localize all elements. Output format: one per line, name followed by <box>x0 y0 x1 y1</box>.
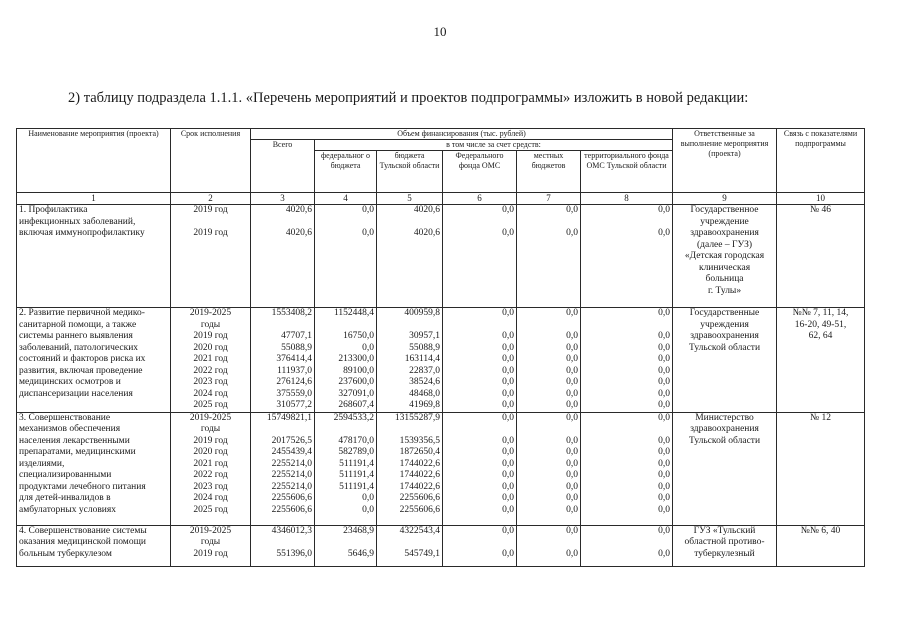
link-cell <box>777 308 865 413</box>
term-cell-line: 2025 год <box>193 400 228 410</box>
total-cell-line: 2017526,5 <box>271 435 312 446</box>
measure-name-line: продуктами лечебного питания <box>19 481 146 492</box>
federal-cell <box>315 412 377 525</box>
responsible-cell <box>673 308 777 413</box>
total-cell-line: 4346012,3 <box>271 525 312 536</box>
total-cell-line: 2255606,6 <box>271 504 312 515</box>
total-cell-line: 4020,6 <box>285 205 312 215</box>
total-cell <box>251 308 315 413</box>
measure-name-cell <box>17 308 171 413</box>
total-cell-line: 15749821,1 <box>266 412 312 423</box>
measure-name-cell <box>17 412 171 525</box>
federal-cell-line: 0,0 <box>362 228 374 238</box>
local-cell-line <box>519 320 578 332</box>
total-cell-line: 551396,0 <box>276 548 312 559</box>
local-cell <box>517 308 581 413</box>
terr-oms-cell-line: 0,0 <box>658 228 671 238</box>
total-cell-line: 2255214,0 <box>271 481 312 492</box>
local-cell-line: 0,0 <box>566 342 578 353</box>
fed-oms-cell-line <box>445 217 514 229</box>
fed-oms-cell-line: 0,0 <box>502 493 514 503</box>
responsible-cell-line: Тульской области <box>688 342 761 353</box>
total-cell-line <box>253 424 312 436</box>
local-cell-line: 0,0 <box>566 308 578 318</box>
responsible-cell <box>673 412 777 525</box>
federal-cell <box>315 205 377 308</box>
regional-cell <box>377 205 443 308</box>
local-cell-line <box>519 537 578 549</box>
federal-cell-line: 582789,0 <box>338 447 374 457</box>
regional-cell-line: 1744022,6 <box>399 470 440 480</box>
measure-name-line: 1. Профилактика <box>19 205 88 215</box>
terr-oms-cell-line: 0,0 <box>658 308 671 318</box>
total-cell-line: 375559,0 <box>276 388 312 399</box>
measure-name-line: санитарной помощи, а также <box>19 319 137 330</box>
federal-cell-line: 511191,4 <box>339 481 374 492</box>
fed-oms-cell-line: 0,0 <box>502 388 514 399</box>
term-cell-line: 2025 год <box>193 504 228 515</box>
header-including: в том числе за счет средств: <box>315 140 673 151</box>
total-cell-line: 1553408,2 <box>271 308 312 318</box>
regional-cell-line: 41969,8 <box>409 400 440 410</box>
term-cell-line: 2019-2025 <box>189 525 232 536</box>
regional-cell-line: 400959,8 <box>404 308 440 318</box>
local-cell-line: 0,0 <box>566 205 578 215</box>
regional-cell-line <box>379 320 440 332</box>
column-number: 8 <box>581 193 673 205</box>
link-cell-line: № 46 <box>810 205 831 215</box>
header-total: Всего <box>251 140 315 193</box>
local-cell-line: 0,0 <box>566 548 578 559</box>
regional-cell-line: 2255606,6 <box>399 493 440 503</box>
total-cell-line: 376414,4 <box>276 354 312 364</box>
terr-oms-cell <box>581 412 673 525</box>
local-cell-line: 0,0 <box>566 412 578 423</box>
fed-oms-cell-line: 0,0 <box>502 205 514 215</box>
regional-cell-line: 1744022,6 <box>399 458 440 469</box>
fed-oms-cell-line: 0,0 <box>502 525 514 536</box>
term-cell-line: 2019-2025 <box>189 412 232 423</box>
local-cell-line: 0,0 <box>566 470 578 480</box>
responsible-cell-line: областной противо- <box>684 537 765 547</box>
local-cell-line: 0,0 <box>566 388 578 399</box>
total-cell-line <box>253 537 312 549</box>
federal-cell-line: 478170,0 <box>338 435 374 446</box>
term-cell-line: 2021 год <box>193 458 228 469</box>
total-cell-line: 4020,6 <box>285 228 312 238</box>
federal-cell-line: 237600,0 <box>338 377 374 387</box>
local-cell-line: 0,0 <box>566 377 578 387</box>
regional-cell-line <box>379 217 440 229</box>
local-cell-line: 0,0 <box>566 525 578 536</box>
terr-oms-cell-line <box>583 537 670 549</box>
fed-oms-cell-line: 0,0 <box>502 365 514 376</box>
regional-cell <box>377 308 443 413</box>
term-cell-line: 2020 год <box>193 447 228 457</box>
regional-cell-line: 4020,6 <box>413 205 440 215</box>
responsible-cell <box>673 525 777 566</box>
header-regional: бюджета Тульской области <box>377 151 443 193</box>
regional-cell-line: 4020,6 <box>413 228 440 238</box>
responsible-cell <box>673 205 777 308</box>
column-number: 1 <box>17 193 171 205</box>
terr-oms-cell-line: 0,0 <box>658 412 671 423</box>
federal-cell-line: 0,0 <box>362 493 374 503</box>
measure-name-cell <box>17 205 171 308</box>
measure-name-line: 4. Совершенствование системы <box>19 525 147 536</box>
header-fed-oms: Федерального фонда ОМС <box>443 151 517 193</box>
regional-cell-line: 545749,1 <box>404 548 440 559</box>
local-cell-line: 0,0 <box>566 458 578 469</box>
fed-oms-cell-line: 0,0 <box>502 435 514 446</box>
federal-cell <box>315 308 377 413</box>
term-cell-line: 2020 год <box>193 342 228 353</box>
federal-cell-line: 0,0 <box>362 342 374 353</box>
responsible-cell-line: учреждения <box>700 319 749 330</box>
responsible-cell-line: (далее – ГУЗ) <box>697 239 753 250</box>
column-number: 5 <box>377 193 443 205</box>
federal-cell-line <box>317 537 374 549</box>
term-cell-line: 2019 год <box>193 435 228 446</box>
measure-name-line: больным туберкулезом <box>19 548 112 559</box>
terr-oms-cell-line: 0,0 <box>658 365 671 376</box>
terr-oms-cell-line <box>583 217 670 229</box>
federal-cell-line: 511191,4 <box>339 470 374 480</box>
total-cell <box>251 412 315 525</box>
federal-cell-line <box>317 424 374 436</box>
header-link: Связь с показателями подпрограммы <box>777 129 865 193</box>
fed-oms-cell-line: 0,0 <box>502 342 514 353</box>
measure-name-line: 2. Развитие первичной медико- <box>19 308 145 318</box>
federal-cell-line: 327091,0 <box>338 388 374 399</box>
federal-cell-line: 1152448,4 <box>333 308 374 318</box>
term-cell-line: 2024 год <box>193 493 228 503</box>
regional-cell-line: 1744022,6 <box>399 481 440 492</box>
terr-oms-cell-line <box>583 320 670 332</box>
terr-oms-cell-line: 0,0 <box>658 525 671 536</box>
table-row <box>17 525 865 566</box>
total-cell-line: 276124,6 <box>276 377 312 387</box>
terr-oms-cell-line: 0,0 <box>658 377 671 387</box>
responsible-cell-line: Министерство <box>695 412 754 423</box>
local-cell <box>517 412 581 525</box>
local-cell-line <box>519 424 578 436</box>
regional-cell-line: 163114,4 <box>404 354 440 364</box>
fed-oms-cell-line: 0,0 <box>502 228 514 238</box>
responsible-cell-line: здравоохранения <box>690 331 759 341</box>
responsible-cell-line: Государственные <box>689 308 760 318</box>
term-cell-line: 2019 год <box>193 228 228 238</box>
fed-oms-cell-line <box>445 320 514 332</box>
local-cell-line: 0,0 <box>566 481 578 492</box>
total-cell-line: 2255214,0 <box>271 458 312 469</box>
term-cell-line: 2022 год <box>193 365 228 376</box>
fed-oms-cell-line: 0,0 <box>502 400 514 410</box>
local-cell-line <box>519 217 578 229</box>
measure-name-line: инфекционных заболеваний, <box>19 216 136 227</box>
federal-cell-line: 16750,0 <box>343 331 374 341</box>
fed-oms-cell-line: 0,0 <box>502 308 514 318</box>
regional-cell-line: 48468,0 <box>409 388 440 399</box>
federal-cell-line: 511191,4 <box>339 458 374 469</box>
table-row <box>17 412 865 525</box>
measure-name-line: состояний и факторов риска их <box>19 354 146 364</box>
local-cell-line: 0,0 <box>566 331 578 341</box>
fed-oms-cell <box>443 525 517 566</box>
measure-name-line: оказания медицинской помощи <box>19 537 146 547</box>
terr-oms-cell-line: 0,0 <box>658 435 671 446</box>
term-cell-line: годы <box>200 537 221 547</box>
responsible-cell-line: больница <box>705 274 744 284</box>
measure-name-line: механизмов обеспечения <box>19 424 121 434</box>
measure-name-line: специализированными <box>19 470 112 480</box>
column-number: 7 <box>517 193 581 205</box>
total-cell <box>251 525 315 566</box>
responsible-cell-line: Тульской области <box>688 435 761 446</box>
total-cell <box>251 205 315 308</box>
term-cell <box>171 525 251 566</box>
terr-oms-cell-line: 0,0 <box>658 331 671 341</box>
header-name: Наименование мероприятия (проекта) <box>17 129 171 193</box>
total-cell-line <box>253 217 312 229</box>
term-cell-line: 2019 год <box>193 548 228 559</box>
total-cell-line <box>253 320 312 332</box>
section-heading: 2) таблицу подраздела 1.1.1. «Перечень мероприятий и проектов подпрограммы» изложить в новой редакции: <box>68 90 749 106</box>
fed-oms-cell-line: 0,0 <box>502 412 514 423</box>
terr-oms-cell-line: 0,0 <box>658 447 671 457</box>
terr-oms-cell-line: 0,0 <box>658 342 671 353</box>
terr-oms-cell <box>581 525 673 566</box>
column-number: 4 <box>315 193 377 205</box>
responsible-cell-line: «Детская городская <box>684 251 765 261</box>
total-cell-line: 310577,2 <box>276 400 312 410</box>
terr-oms-cell-line: 0,0 <box>658 458 671 469</box>
local-cell-line: 0,0 <box>566 365 578 376</box>
link-cell-line: 16-20, 49-51, <box>794 319 847 330</box>
terr-oms-cell-line: 0,0 <box>658 354 671 364</box>
fed-oms-cell-line: 0,0 <box>502 447 514 457</box>
federal-cell-line: 23468,9 <box>343 525 374 536</box>
local-cell-line: 0,0 <box>566 493 578 503</box>
link-cell-line: №№ 6, 40 <box>800 525 841 536</box>
measure-name-line: развития, включая проведение <box>19 365 143 376</box>
terr-oms-cell-line: 0,0 <box>658 548 671 559</box>
terr-oms-cell-line: 0,0 <box>658 493 671 503</box>
header-federal: федеральног о бюджета <box>315 151 377 193</box>
term-cell-line: 2023 год <box>193 481 228 492</box>
measure-name-line: изделиями, <box>19 458 65 469</box>
regional-cell-line: 55088,9 <box>409 342 440 353</box>
regional-cell-line: 30957,1 <box>409 331 440 341</box>
column-number: 3 <box>251 193 315 205</box>
fed-oms-cell-line: 0,0 <box>502 470 514 480</box>
regional-cell <box>377 412 443 525</box>
terr-oms-cell <box>581 205 673 308</box>
local-cell <box>517 205 581 308</box>
measure-name-line: включая иммунопрофилактику <box>19 228 145 238</box>
federal-cell-line: 213300,0 <box>338 354 374 364</box>
federal-cell-line: 5646,9 <box>347 548 374 559</box>
fed-oms-cell-line <box>445 424 514 436</box>
local-cell <box>517 525 581 566</box>
link-cell-line: 62, 64 <box>808 331 833 341</box>
local-cell-line: 0,0 <box>566 354 578 364</box>
responsible-cell-line: здравоохранения <box>690 228 759 238</box>
terr-oms-cell-line: 0,0 <box>658 400 671 410</box>
term-cell <box>171 205 251 308</box>
page-number: 10 <box>433 24 447 39</box>
federal-cell-line <box>317 320 374 332</box>
fed-oms-cell-line: 0,0 <box>502 377 514 387</box>
measure-name-line: заболеваний, патологических <box>19 342 139 353</box>
term-cell-line: 2019-2025 <box>189 308 232 318</box>
responsible-cell-line: здравоохранения <box>690 424 759 434</box>
total-cell-line: 2255214,0 <box>271 470 312 480</box>
local-cell-line: 0,0 <box>566 228 578 238</box>
responsible-cell-line: г. Тулы» <box>707 285 742 296</box>
regional-cell-line: 13155287,9 <box>394 412 440 423</box>
regional-cell-line <box>379 424 440 436</box>
measure-name-line: амбулаторных условиях <box>19 504 117 515</box>
terr-oms-cell-line: 0,0 <box>658 470 671 480</box>
term-cell <box>171 412 251 525</box>
total-cell-line: 47707,1 <box>281 331 312 341</box>
fed-oms-cell <box>443 308 517 413</box>
measure-name-line: 3. Совершенствование <box>19 412 111 423</box>
terr-oms-cell-line: 0,0 <box>658 388 671 399</box>
term-cell-line: годы <box>200 319 221 330</box>
fed-oms-cell-line: 0,0 <box>502 354 514 364</box>
regional-cell-line: 4322543,4 <box>399 525 440 536</box>
regional-cell <box>377 525 443 566</box>
table-row <box>17 205 865 308</box>
term-cell-line: 2021 год <box>193 354 228 364</box>
terr-oms-cell-line: 0,0 <box>658 205 671 215</box>
measures-table <box>16 128 865 567</box>
responsible-cell-line: учреждение <box>700 216 749 227</box>
column-number: 9 <box>673 193 777 205</box>
link-cell-line: № 12 <box>810 412 831 423</box>
measure-name-cell <box>17 525 171 566</box>
regional-cell-line: 2255606,6 <box>399 504 440 515</box>
term-cell-line <box>173 217 248 229</box>
federal-cell-line: 89100,0 <box>343 365 374 376</box>
measure-name-line: системы раннего выявления <box>19 331 133 341</box>
header-local: местных бюджетов <box>517 151 581 193</box>
federal-cell-line: 0,0 <box>362 504 374 515</box>
terr-oms-cell-line <box>583 424 670 436</box>
measure-name-line: населения лекарственными <box>19 435 130 446</box>
responsible-cell-line: клиническая <box>698 262 751 273</box>
federal-cell-line: 0,0 <box>362 205 374 215</box>
local-cell-line: 0,0 <box>566 400 578 410</box>
link-cell-line: №№ 7, 11, 14, <box>792 308 849 318</box>
measure-name-line: медицинских осмотров и <box>19 377 121 387</box>
fed-oms-cell-line: 0,0 <box>502 458 514 469</box>
federal-cell-line <box>317 217 374 229</box>
term-cell-line: 2023 год <box>193 377 228 387</box>
local-cell-line: 0,0 <box>566 435 578 446</box>
total-cell-line: 2455439,4 <box>271 447 312 457</box>
regional-cell-line <box>379 537 440 549</box>
fed-oms-cell <box>443 412 517 525</box>
term-cell-line: 2019 год <box>193 205 228 215</box>
regional-cell-line: 1872650,4 <box>399 447 440 457</box>
terr-oms-cell-line: 0,0 <box>658 481 671 492</box>
responsible-cell-line: туберкулезный <box>694 548 755 559</box>
fed-oms-cell <box>443 205 517 308</box>
column-number: 10 <box>777 193 865 205</box>
fed-oms-cell-line: 0,0 <box>502 481 514 492</box>
column-number: 6 <box>443 193 517 205</box>
federal-cell-line: 268607,4 <box>338 400 374 410</box>
federal-cell <box>315 525 377 566</box>
header-responsible: Ответственные за выполнение мероприятия (проекта) <box>673 129 777 193</box>
term-cell <box>171 308 251 413</box>
fed-oms-cell-line: 0,0 <box>502 331 514 341</box>
header-term: Срок исполнения <box>171 129 251 193</box>
regional-cell-line: 1539356,5 <box>399 435 440 446</box>
link-cell <box>777 412 865 525</box>
fed-oms-cell-line: 0,0 <box>502 548 514 559</box>
link-cell <box>777 525 865 566</box>
responsible-cell-line: Государственное <box>690 205 759 215</box>
term-cell-line: 2019 год <box>193 331 228 341</box>
table-row <box>17 308 865 413</box>
regional-cell-line: 38524,6 <box>409 377 440 387</box>
fed-oms-cell-line <box>445 537 514 549</box>
regional-cell-line: 22837,0 <box>409 365 440 376</box>
term-cell-line: 2022 год <box>193 470 228 480</box>
measure-name-line: диспансеризации населения <box>19 388 133 399</box>
header-financing: Объем финансирования (тыс. рублей) <box>251 129 673 140</box>
federal-cell-line: 2594533,2 <box>333 412 374 423</box>
total-cell-line: 55088,9 <box>281 342 312 353</box>
column-number: 2 <box>171 193 251 205</box>
fed-oms-cell-line: 0,0 <box>502 504 514 515</box>
total-cell-line: 111937,0 <box>277 365 312 376</box>
term-cell-line: годы <box>200 424 221 434</box>
measure-name-line: препаратами, медицинскими <box>19 447 136 457</box>
responsible-cell-line: ГУЗ «Тульский <box>693 525 756 536</box>
local-cell-line: 0,0 <box>566 447 578 457</box>
column-numbers-row <box>17 193 865 205</box>
measure-name-line: для детей-инвалидов в <box>19 493 111 503</box>
terr-oms-cell <box>581 308 673 413</box>
terr-oms-cell-line: 0,0 <box>658 504 671 515</box>
header-terr-oms: территориального фонда ОМС Тульской области <box>581 151 673 193</box>
link-cell <box>777 205 865 308</box>
total-cell-line: 2255606,6 <box>271 493 312 503</box>
term-cell-line: 2024 год <box>193 388 228 399</box>
local-cell-line: 0,0 <box>566 504 578 515</box>
